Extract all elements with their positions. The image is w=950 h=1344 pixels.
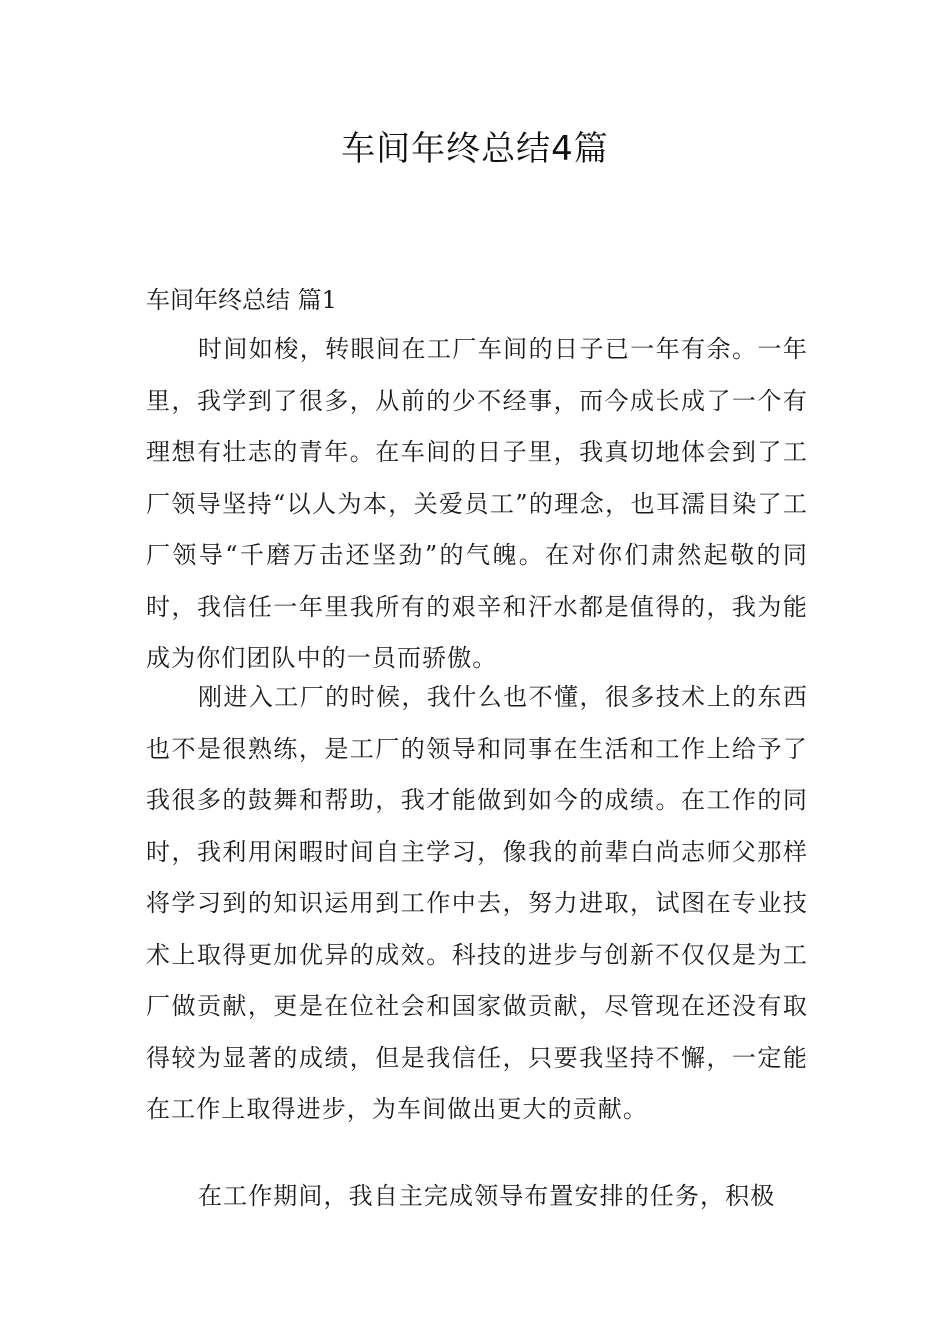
body-paragraph-1: 时间如梭，转眼间在工厂车间的日子已一年有余。一年里，我学到了很多，从前的少不经事，而今成长成了一个有理想有壮志的青年。在车间的日子里，我真切地体会到了工厂领导坚持“以人为本，关爱员工”的理念，也耳濡目染了工厂领导“千磨万击还坚劲”的气魄。在对你们肃然起敬的同时，我信任一年里我所有的艰辛和汗水都是值得的，我为能成为你们团队中的一员而骄傲。 xyxy=(146,335,808,672)
body-paragraph-3: 在工作期间，我自主完成领导布置安排的任务，积极 xyxy=(198,1182,776,1210)
section-heading: 车间年终总结 篇1 xyxy=(146,286,337,314)
document-title: 车间年终总结4篇 xyxy=(341,129,609,169)
body-paragraph-2: 刚进入工厂的时候，我什么也不懂，很多技术上的东西也不是很熟练，是工厂的领导和同事在生活和工作上给予了我很多的鼓舞和帮助，我才能做到如今的成绩。在工作的同时，我利用闲暇时间自主学习，像我的前辈白尚志师父那样将学习到的知识运用到工作中去，努力进取，试图在专业技术上取得更加优异的成效。科技的进步与创新不仅仅是为工厂做贡献，更是在位社会和国家做贡献，尽管现在还没有取得较为显著的成绩，但是我信任，只要我坚持不懈，一定能在工作上取得进步，为车间做出更大的贡献。 xyxy=(146,683,808,1123)
